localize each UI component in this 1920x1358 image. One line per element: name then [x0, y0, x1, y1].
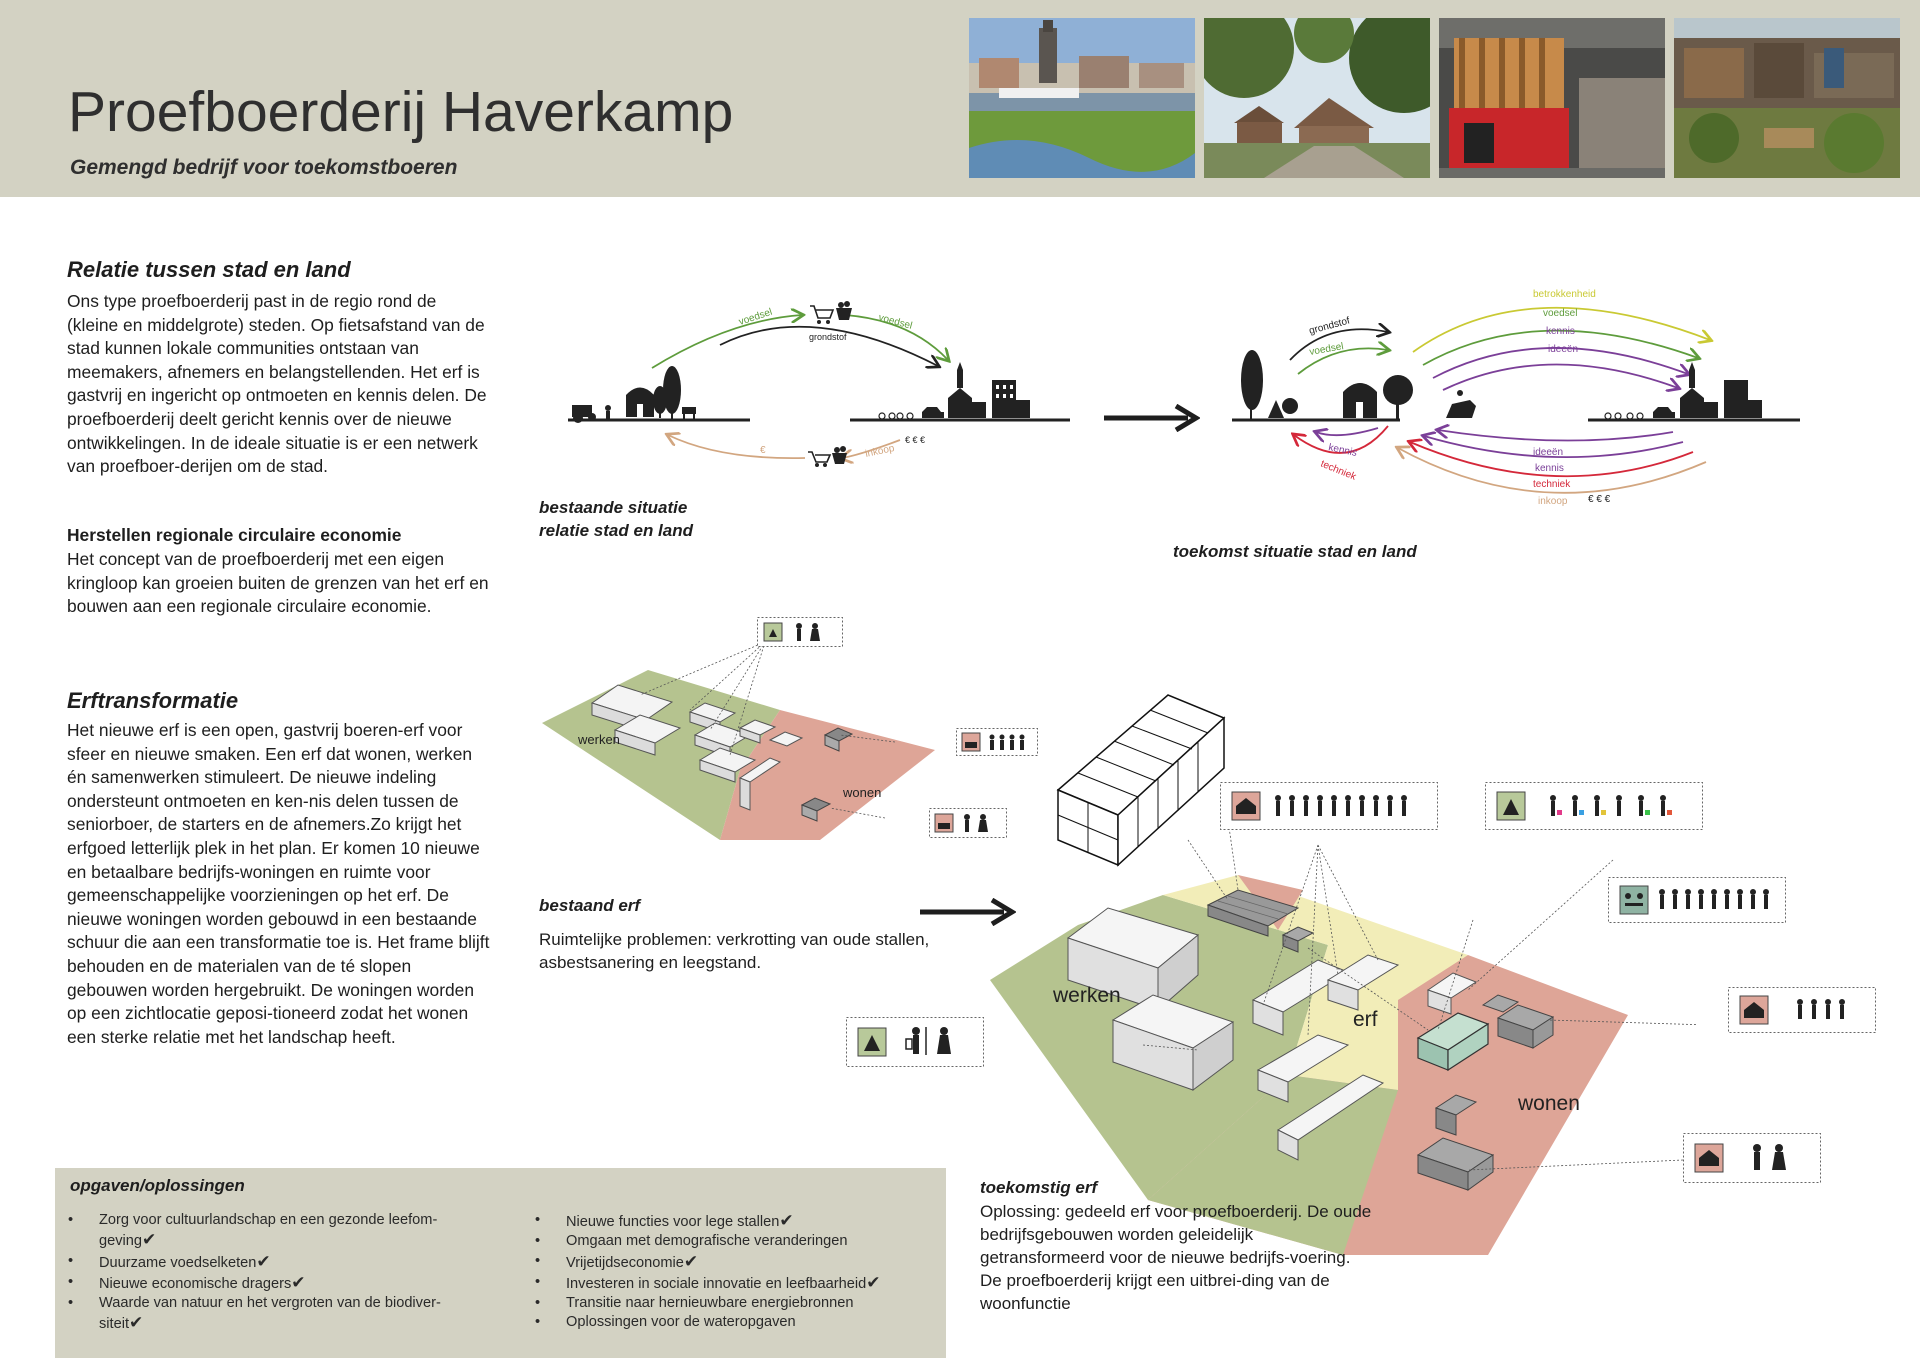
label-wonen-future: wonen [1518, 1092, 1580, 1115]
opgaven-title: opgaven/oplossingen [70, 1176, 245, 1195]
label-werken-existing: werken [578, 732, 620, 747]
future-farm-silhouette [1241, 350, 1476, 420]
iconbox-future-community [1608, 877, 1786, 923]
city-silhouette [879, 362, 1030, 419]
label-inkoop-bottom: inkoop [1538, 496, 1568, 507]
cart-icon-bottom [808, 452, 830, 467]
desc-toekomstig-erf: Oplossing: gedeeld erf voor proefboerderij. De oude bedrijfsgebouwen worden geleidelijk getransformeerd voor de nieuwe bedrijfs-voering. De proefboerderij krijgt een uitbrei-ding van de woonfunctie [980, 1202, 1372, 1313]
photo-farmyard [1204, 18, 1430, 178]
text-erftransformatie: Het nieuwe erf is een open, gastvrij boeren-erf voor sfeer en nieuwe smaken. Een erf dat wonen, werken én samenwerken stimuleert. De nieuwe indeling ondersteunt ontmoeten en ken-nis delen tussen de seniorboer, de starters en de afnemers.Zo krijgt het erfgoed letterlijk plek in het plan. Er komen 10 nieuwe en betaalbare bedrijfs-woningen en ruimte voor gemeenschappelijke voorzieningen op het erf. De nieuwe woningen worden gebouwd in een bestaande schuur die aan een transformatie toe is. Het frame blijft behouden en de materialen van de té slopen gebouwen worden hergebruikt. De woningen worden op een zichtlocatie geposi-tioneerd zodat het wonen een sterke relatie met het landschap heeft. [67, 720, 490, 1047]
diagram-future-erf [988, 690, 1698, 1260]
list-item: • Oplossingen voor de wateropgaven [522, 1313, 942, 1332]
label-techniek-left: techniek [1318, 458, 1358, 483]
iconbox-future-farmers [846, 1017, 984, 1067]
caption-toekomstig-erf: toekomstig erf [980, 1178, 1098, 1197]
label-erf-future: erf [1353, 1008, 1378, 1031]
heading-relatie: Relatie tussen stad en land [67, 257, 351, 282]
text-circulaire: Het concept van de proefboerderij met een eigen kringloop kan groeien buiten de grenzen van het erf en bouwen aan een regionale circulaire economie. [67, 549, 489, 617]
label-voedsel-future: voedsel [1308, 341, 1345, 358]
label-grondstof: grondstof [809, 332, 847, 342]
caption-bestaande-situatie: bestaande situatie [539, 498, 688, 517]
basket-icon [836, 301, 852, 320]
label-euro-future: € € € [1588, 494, 1611, 505]
heading-erftransformatie: Erftransformatie [67, 688, 239, 713]
iconbox-future-residents-1 [1728, 987, 1876, 1033]
text-relatie: Ons type proefboerderij past in de regio rond de (kleine en middelgrote) steden. Op fietsafstand van de stad kunnen lokale communities ontstaan van meemakers, afnemers en belangstellenden. Het erf is gastvrij en ingericht op ontmoeten en kennis delen. De proefboerderij deelt gericht kennis over de nieuwe ontwikkelingen. In de ideale situatie is er een netwerk van proefboer-derijen om de stad. [67, 291, 487, 477]
label-betrokkenheid: betrokkenheid [1533, 289, 1596, 300]
list-item: • Omgaan met demografische veranderingen [522, 1232, 942, 1251]
label-kennis-top: kennis [1546, 326, 1575, 337]
label-euro-left: € [760, 445, 766, 456]
label-wonen-existing: wonen [843, 785, 882, 800]
label-techniek-bottom: techniek [1533, 479, 1571, 490]
label-ideeen-top: ideeën [1548, 344, 1579, 355]
caption-bestaand-erf: bestaand erf [539, 896, 641, 915]
iconbox-future-residents-2 [1683, 1133, 1821, 1183]
list-item: • Investeren in sociale innovatie en leefbaarheid✔ [522, 1273, 942, 1294]
housing-block-wireframe [1058, 695, 1224, 865]
desc-bestaand-erf: Ruimtelijke problemen: verkrotting van oude stallen, asbestsanering en leegstand. [539, 930, 930, 972]
photo-reclaimed-materials [1674, 18, 1900, 178]
label-euro-right: € € € [905, 435, 926, 445]
caption-relatie-stad-land: relatie stad en land [539, 521, 693, 540]
cart-icon [810, 306, 833, 324]
list-item: • Zorg voor cultuurlandschap en een gezonde leefom- geving✔ [55, 1211, 495, 1252]
opgaven-list-left [55, 1211, 495, 1335]
diagram-future-relation [1228, 280, 1808, 520]
label-inkoop: inkoop [864, 443, 896, 460]
label-grondstof-future: grondstof [1307, 315, 1352, 337]
caption-toekomst-situatie: toekomst situatie stad en land [1173, 542, 1417, 561]
photo-timber-building [1439, 18, 1665, 178]
future-city-silhouette [1605, 362, 1762, 419]
transition-arrow-top [1104, 404, 1200, 432]
photo-city-skyline [969, 18, 1195, 178]
opgaven-panel [55, 1168, 946, 1358]
label-voedsel-top: voedsel [1543, 308, 1578, 319]
list-item: • Nieuwe functies voor lege stallen✔ [522, 1211, 942, 1232]
list-item: • Vrijetijdseconomie✔ [522, 1252, 942, 1273]
basket-icon-bottom [832, 446, 847, 464]
page-subtitle: Gemengd bedrijf voor toekomstboeren [70, 156, 458, 179]
label-voedsel-left: voedsel [737, 306, 774, 328]
list-item: • Transitie naar hernieuwbare energiebronnen [522, 1294, 942, 1313]
list-item: • Waarde van natuur en het vergroten van de biodiver- siteit✔ [55, 1294, 495, 1335]
label-kennis-bottom: kennis [1535, 463, 1564, 474]
farm-silhouette [572, 366, 696, 423]
label-ideeen-bottom: ideeën [1533, 447, 1564, 458]
heading-circulaire: Herstellen regionale circulaire economie [67, 525, 402, 545]
iconbox-future-housing [1220, 782, 1438, 830]
page-title: Proefboerderij Haverkamp [68, 80, 734, 144]
list-item: • Duurzame voedselketen✔ [55, 1252, 495, 1273]
label-voedsel-right: voedsel [877, 312, 914, 332]
diagram-existing-relation [560, 290, 1080, 470]
list-item: • Nieuwe economische dragers✔ [55, 1273, 495, 1294]
iconbox-future-workers [1485, 782, 1703, 830]
label-kennis-left: kennis [1327, 442, 1358, 459]
iconbox-existing-workers [757, 617, 843, 647]
opgaven-list-right [522, 1211, 942, 1333]
label-werken-future: werken [1053, 984, 1121, 1007]
